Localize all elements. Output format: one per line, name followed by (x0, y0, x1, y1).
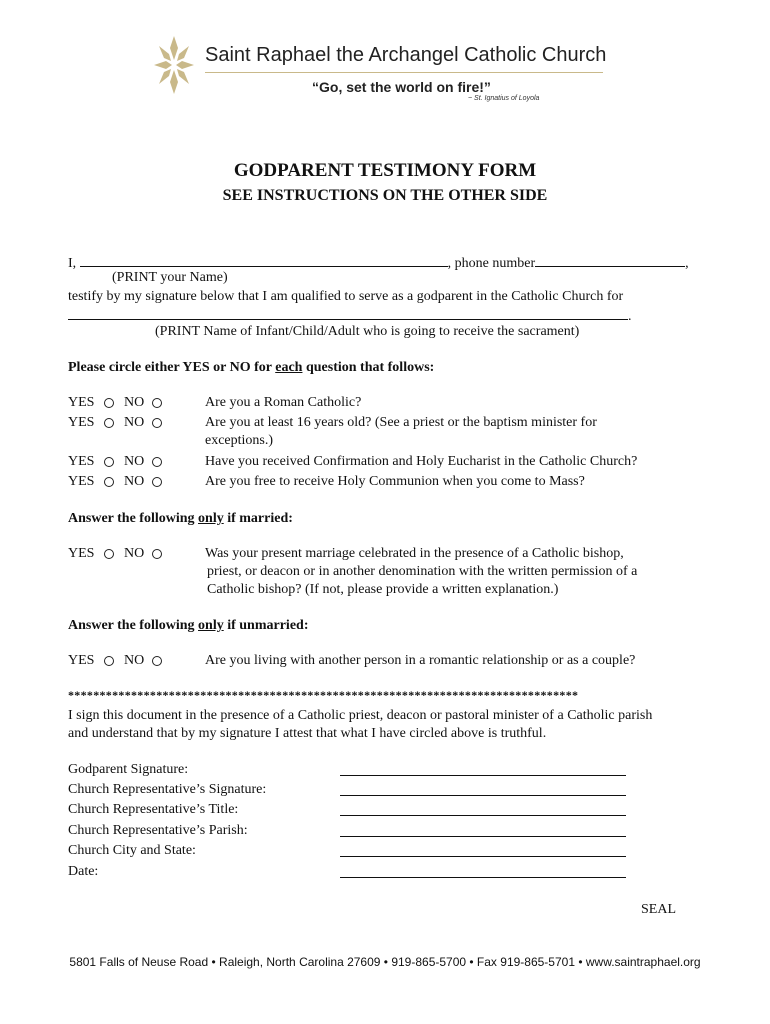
yes-radio[interactable] (104, 398, 114, 408)
yes-radio[interactable] (104, 457, 114, 467)
rep-signature-line[interactable] (340, 795, 626, 796)
candidate-period: . (628, 309, 632, 324)
no-label: NO (124, 415, 145, 430)
question-text-cont: exceptions.) (205, 433, 274, 448)
church-motto: “Go, set the world on fire!” (312, 79, 491, 95)
question-text: Are you at least 16 years old? (See a priest or the baptism minister for (205, 415, 597, 430)
rep-title-line[interactable] (340, 815, 626, 816)
question-text: Have you received Confirmation and Holy Eucharist in the Catholic Church? (205, 454, 638, 469)
intro-comma: , (685, 256, 689, 271)
yes-label: YES (68, 474, 95, 489)
no-radio[interactable] (152, 656, 162, 666)
question-text: Are you a Roman Catholic? (205, 395, 362, 410)
yes-label: YES (68, 653, 95, 668)
yes-radio[interactable] (104, 477, 114, 487)
motto-attribution: ~ St. Ignatius of Loyola (468, 95, 540, 102)
married-question-line: Was your present marriage celebrated in the presence of a Catholic bishop, (205, 546, 624, 561)
no-radio[interactable] (152, 398, 162, 408)
married-question-line: priest, or deacon or in another denomination with the written permission of a (207, 564, 638, 579)
signature-field-label: Church Representative’s Parish: (68, 823, 248, 838)
no-radio[interactable] (152, 457, 162, 467)
intro-i: I, (68, 256, 77, 271)
yes-radio[interactable] (104, 418, 114, 428)
no-label: NO (124, 454, 145, 469)
yes-label: YES (68, 415, 95, 430)
candidate-name-field[interactable] (68, 305, 628, 320)
circle-instruction: Please circle either YES or NO for each question that follows: (68, 360, 435, 375)
unmarried-heading: Answer the following only if unmarried: (68, 618, 309, 633)
header-divider (205, 72, 603, 73)
godparent-signature-line[interactable] (340, 775, 626, 776)
yes-label: YES (68, 546, 95, 561)
married-heading: Answer the following only if married: (68, 511, 293, 526)
seal-label: SEAL (641, 902, 676, 917)
yes-radio[interactable] (104, 549, 114, 559)
signature-field-label: Godparent Signature: (68, 762, 189, 777)
print-name-hint: (PRINT your Name) (112, 270, 228, 285)
church-logo (150, 34, 198, 96)
no-radio[interactable] (152, 418, 162, 428)
form-subtitle: SEE INSTRUCTIONS ON THE OTHER SIDE (222, 187, 548, 204)
signature-field-label: Church City and State: (68, 843, 196, 858)
footer-address: 5801 Falls of Neuse Road • Raleigh, North Carolina 27609 • 919-865-5700 • Fax 919-865-5701 • www.saintraphael.org (69, 955, 701, 969)
no-label: NO (124, 395, 145, 410)
yes-radio[interactable] (104, 656, 114, 666)
testify-text: testify by my signature below that I am qualified to serve as a godparent in the Catholic Church for (68, 289, 624, 304)
phone-label: , phone number (447, 256, 536, 271)
your-name-field[interactable] (80, 252, 448, 267)
attest-line: I sign this document in the presence of a Catholic priest, deacon or pastoral minister of a Catholic parish (68, 708, 653, 723)
yes-label: YES (68, 395, 95, 410)
no-label: NO (124, 474, 145, 489)
question-text: Are you free to receive Holy Communion when you come to Mass? (205, 474, 585, 489)
form-title: GODPARENT TESTIMONY FORM (233, 160, 537, 181)
attest-line: and understand that by my signature I attest that what I have circled above is truthful. (68, 726, 547, 741)
signature-field-label: Church Representative’s Signature: (68, 782, 267, 797)
signature-field-label: Date: (68, 864, 99, 879)
city-state-line[interactable] (340, 856, 626, 857)
cross-logo-icon (150, 34, 198, 96)
no-radio[interactable] (152, 477, 162, 487)
signature-field-label: Church Representative’s Title: (68, 802, 239, 817)
star-separator: ********************************************************************************* (68, 688, 579, 702)
unmarried-question: Are you living with another person in a romantic relationship or as a couple? (205, 653, 636, 668)
rep-parish-line[interactable] (340, 836, 626, 837)
married-question-line: Catholic bishop? (If not, please provide a written explanation.) (207, 582, 559, 597)
phone-number-field[interactable] (535, 252, 685, 267)
no-label: NO (124, 546, 145, 561)
church-name: Saint Raphael the Archangel Catholic Church (205, 44, 607, 66)
print-candidate-hint: (PRINT Name of Infant/Child/Adult who is going to receive the sacrament) (155, 324, 580, 339)
no-radio[interactable] (152, 549, 162, 559)
yes-label: YES (68, 454, 95, 469)
no-label: NO (124, 653, 145, 668)
date-line[interactable] (340, 877, 626, 878)
